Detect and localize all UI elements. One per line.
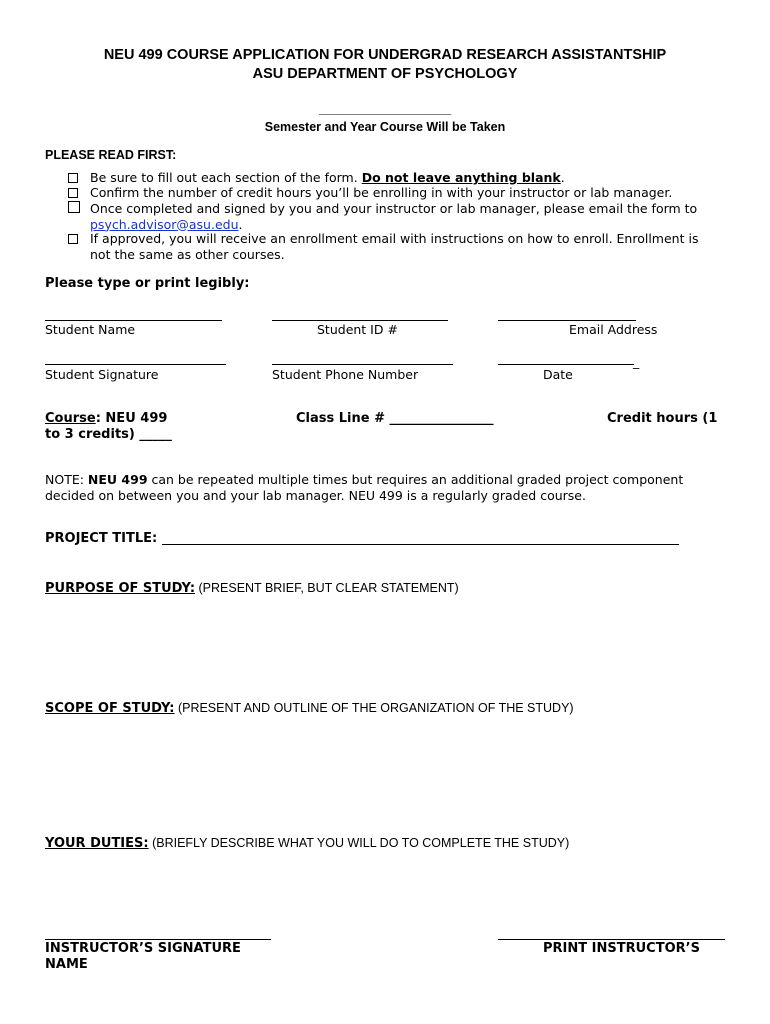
print-note: Please type or print legibly: <box>45 276 250 291</box>
instructor-signature-field[interactable] <box>45 939 271 940</box>
project-title-label: PROJECT TITLE: <box>45 531 158 546</box>
checkbox-icon <box>68 234 78 244</box>
checkbox-icon <box>68 188 78 198</box>
credits-continued[interactable]: to 3 credits) _____ <box>45 427 172 442</box>
purpose-desc: (PRESENT BRIEF, BUT CLEAR STATEMENT) <box>195 581 459 595</box>
note-text-cont: decided on between you and your lab manager. NEU 499 is a regularly graded course. <box>45 488 586 503</box>
repeat-note <box>45 472 745 504</box>
date-field[interactable] <box>498 364 634 365</box>
instructor-name-wrap: NAME <box>45 957 88 972</box>
checkbox-icon <box>68 173 78 183</box>
scope-section <box>45 697 574 716</box>
student-id-label: Student ID # <box>317 322 398 337</box>
signature-label: Student Signature <box>45 367 159 382</box>
class-line-field[interactable]: Class Line # ________________ <box>296 411 494 426</box>
print-instructor-label: PRINT INSTRUCTOR’S <box>543 941 700 956</box>
purpose-section <box>45 577 459 596</box>
purpose-label: PURPOSE OF STUDY: <box>45 581 196 596</box>
checkbox-icon <box>68 201 80 213</box>
duties-label: YOUR DUTIES: <box>45 836 149 851</box>
scope-label: SCOPE OF STUDY: <box>45 701 175 716</box>
instructor-name-field[interactable] <box>498 939 725 940</box>
course-value: : NEU 499 <box>95 411 168 426</box>
instructions-heading: PLEASE READ FIRST: <box>45 148 177 162</box>
student-id-field[interactable] <box>272 320 448 321</box>
credit-hours-label: Credit hours (1 <box>607 411 718 426</box>
semester-label: Semester and Year Course Will be Taken <box>264 120 506 134</box>
duties-section <box>45 832 569 851</box>
department-title: ASU DEPARTMENT OF PSYCHOLOGY <box>252 66 518 82</box>
email-field[interactable] <box>498 320 636 321</box>
note-text: can be repeated multiple times but requires an additional graded project component <box>147 472 684 487</box>
signature-field[interactable] <box>45 364 226 365</box>
course-field <box>45 411 167 426</box>
scope-desc: (PRESENT AND OUTLINE OF THE ORGANIZATION OF THE STUDY) <box>174 701 574 715</box>
advisor-email-link[interactable]: psych.advisor@asu.edu <box>90 216 239 232</box>
instruction-text: Once completed and signed by you and your instructor or lab manager, please email the form to <box>90 201 698 216</box>
note-course: NEU 499 <box>87 472 148 487</box>
instructor-signature-label: INSTRUCTOR’S SIGNATURE <box>45 941 241 956</box>
phone-field[interactable] <box>272 364 453 365</box>
instruction-text: If approved, you will receive an enrollment email with instructions on how to enroll. Enrollment is <box>90 231 699 246</box>
instruction-end: . <box>238 216 243 232</box>
instruction-emphasis: Do not leave anything blank <box>361 170 561 185</box>
email-label: Email Address <box>569 322 658 337</box>
semester-blank[interactable]: ___________________ <box>318 102 452 116</box>
project-title-field[interactable] <box>162 544 679 545</box>
student-name-label: Student Name <box>45 322 136 337</box>
course-label: Course <box>45 411 96 426</box>
note-prefix: NOTE: <box>45 472 88 487</box>
instruction-text: Be sure to fill out each section of the form. <box>90 170 362 185</box>
duties-desc: (BRIEFLY DESCRIBE WHAT YOU WILL DO TO COMPLETE THE STUDY) <box>148 836 570 850</box>
form-title: NEU 499 COURSE APPLICATION FOR UNDERGRAD RESEARCH ASSISTANTSHIP <box>103 47 667 63</box>
phone-label: Student Phone Number <box>272 367 419 382</box>
instruction-text-cont: not the same as other courses. <box>90 246 285 262</box>
instruction-text: Confirm the number of credit hours you’ll be enrolling in with your instructor or lab manager. <box>90 185 673 200</box>
date-field-tail: _ <box>633 354 640 369</box>
instruction-end: . <box>560 170 565 185</box>
date-label: Date <box>543 367 573 382</box>
student-name-field[interactable] <box>45 320 222 321</box>
